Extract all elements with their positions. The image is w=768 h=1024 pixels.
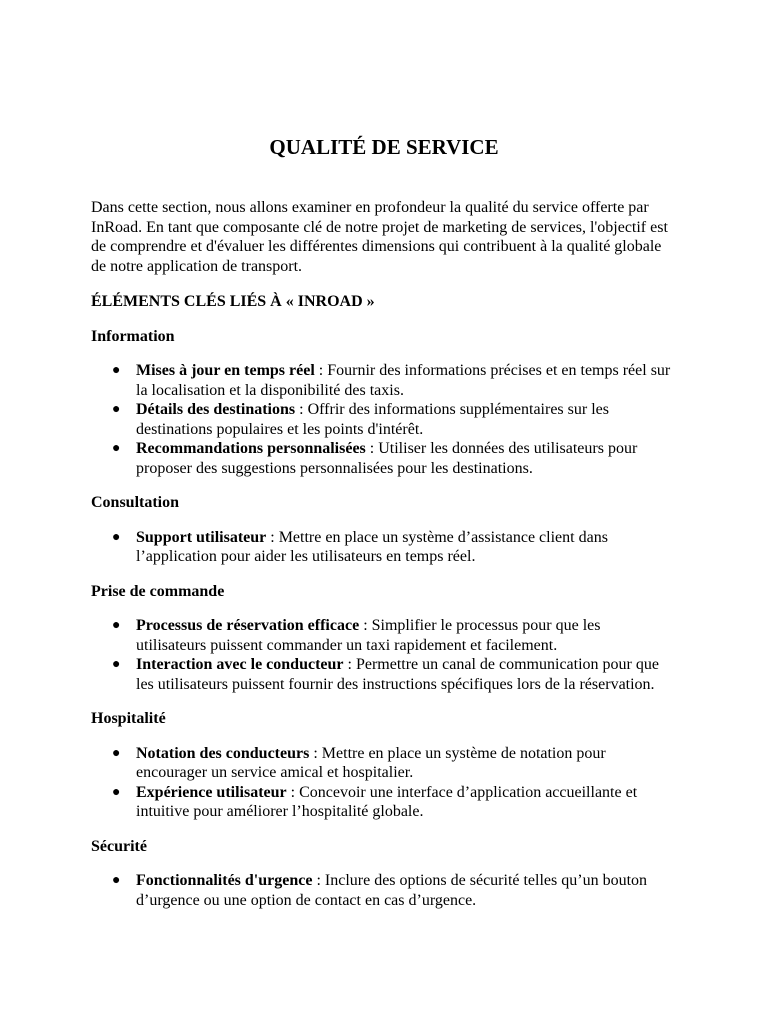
section-information bbox=[91, 327, 673, 479]
item-term: Notation des conducteurs bbox=[136, 744, 310, 762]
list-item bbox=[91, 655, 673, 694]
bullet-list bbox=[91, 528, 673, 567]
item-text: : Mettre en place un système d’assistance client dans l’application pour aider les utilisateurs en temps réel. bbox=[136, 528, 608, 565]
item-term: Interaction avec le conducteur bbox=[136, 656, 344, 673]
item-term: Expérience utilisateur bbox=[136, 783, 287, 801]
list-item bbox=[91, 361, 673, 400]
list-item bbox=[91, 616, 673, 655]
section-heading: Prise de commande bbox=[91, 582, 225, 600]
section-consultation bbox=[91, 493, 673, 567]
list-item bbox=[91, 744, 673, 783]
item-text: : Concevoir une interface d’application accueillante et intuitive pour améliorer l’hospitalité globale. bbox=[136, 783, 638, 820]
bullet-icon: ● bbox=[112, 745, 121, 761]
bullet-list bbox=[91, 361, 673, 478]
bullet-icon: ● bbox=[112, 784, 121, 800]
section-securite bbox=[91, 837, 673, 911]
bullet-icon: ● bbox=[112, 363, 121, 378]
item-term: Mises à jour en temps réel bbox=[136, 362, 315, 379]
section-heading: Hospitalité bbox=[91, 710, 166, 727]
item-text: : Fournir des informations précises et en temps réel sur la localisation et la disponibilité des taxis. bbox=[136, 362, 671, 399]
bullet-icon: ● bbox=[112, 657, 121, 672]
section-prise-de-commande bbox=[91, 582, 673, 695]
intro-paragraph: Dans cette section, nous allons examiner en profondeur la qualité du service offerte par InRoad. En tant que composante clé de notre projet de marketing de services, l'objectif est de comprendre et d'évaluer les différentes dimensions qui contribuent à la qualité globale de notre application de transport. bbox=[91, 199, 668, 275]
item-term: Support utilisateur bbox=[136, 528, 267, 546]
list-item bbox=[91, 400, 673, 439]
document-title: QUALITÉ DE SERVICE bbox=[269, 135, 499, 159]
item-text: : Permettre un canal de communication pour que les utilisateurs puissent fournir des instructions spécifiques lors de la réservation. bbox=[136, 656, 659, 693]
bullet-icon: ● bbox=[112, 873, 121, 888]
item-term: Recommandations personnalisées bbox=[136, 440, 366, 457]
list-item bbox=[91, 783, 673, 822]
bullet-list bbox=[91, 871, 673, 910]
elements-heading: ÉLÉMENTS CLÉS LIÉS À « INROAD » bbox=[91, 293, 375, 310]
section-heading: Information bbox=[91, 327, 175, 345]
list-item bbox=[91, 439, 673, 478]
list-item bbox=[91, 871, 673, 910]
item-text: : Simplifier le processus pour que les utilisateurs puissent commander un taxi rapidement et facilement. bbox=[136, 617, 601, 654]
item-text: : Inclure des options de sécurité telles qu’un bouton d’urgence ou une option de contact en cas d’urgence. bbox=[136, 872, 648, 909]
bullet-icon: ● bbox=[112, 618, 121, 633]
section-hospitalite bbox=[91, 709, 673, 822]
bullet-icon: ● bbox=[112, 402, 121, 417]
item-term: Fonctionnalités d'urgence bbox=[136, 872, 313, 889]
bullet-icon: ● bbox=[112, 441, 121, 456]
item-text: : Offrir des informations supplémentaires sur les destinations populaires et les points d'intérêt. bbox=[136, 401, 609, 438]
section-heading: Sécurité bbox=[91, 837, 147, 855]
bullet-list bbox=[91, 744, 673, 822]
list-item bbox=[91, 528, 673, 567]
item-term: Processus de réservation efficace bbox=[136, 617, 360, 634]
section-heading: Consultation bbox=[91, 494, 180, 511]
item-text: : Mettre en place un système de notation pour encourager un service amical et hospitalier. bbox=[136, 744, 606, 781]
bullet-list bbox=[91, 616, 673, 694]
bullet-icon: ● bbox=[112, 529, 121, 545]
document-content bbox=[91, 292, 673, 925]
item-term: Détails des destinations bbox=[136, 401, 296, 418]
item-text: : Utiliser les données des utilisateurs pour proposer des suggestions personnalisées pour les destinations. bbox=[136, 440, 638, 477]
